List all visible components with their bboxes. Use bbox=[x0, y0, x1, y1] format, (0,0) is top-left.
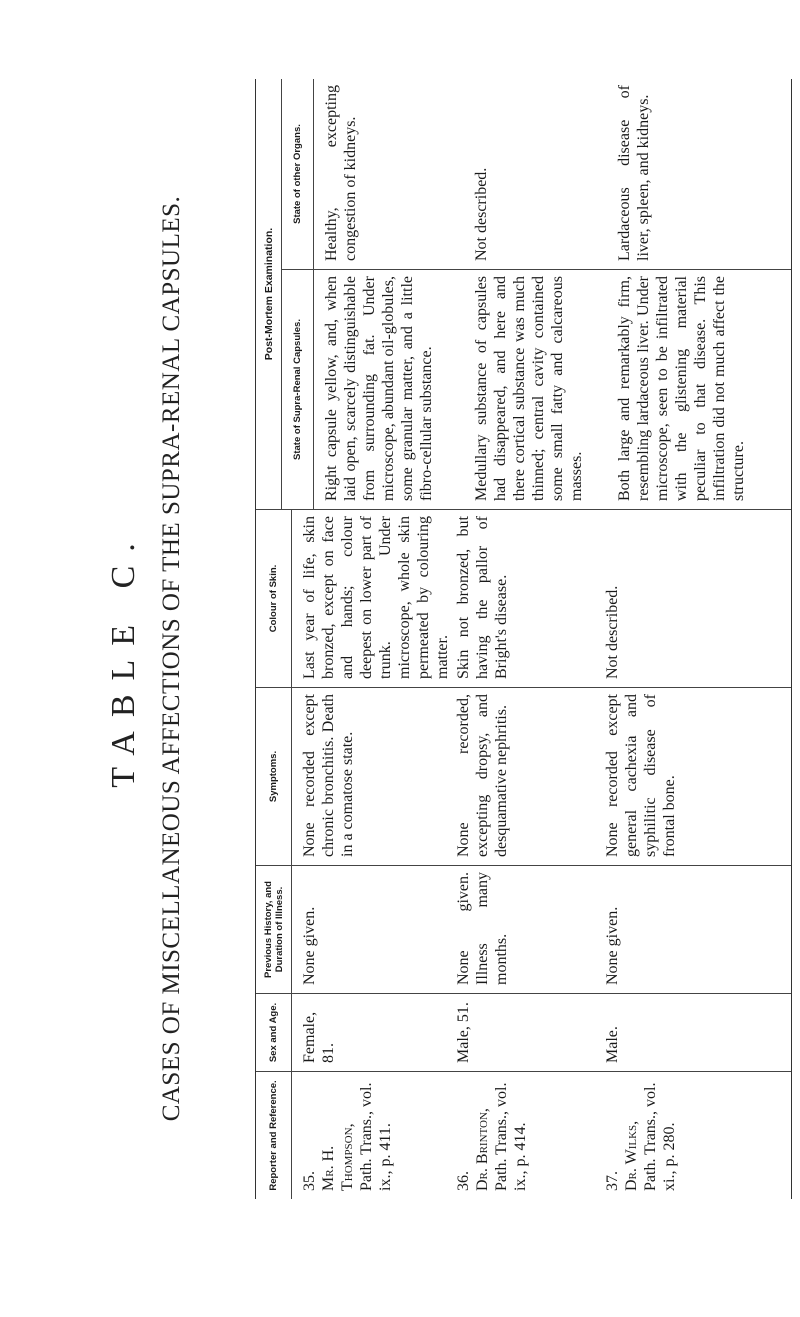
post-mortem-header: Post-Mortem Examination. bbox=[256, 79, 282, 509]
reporter-column bbox=[256, 1071, 791, 1199]
reporter-number: 35. bbox=[301, 1171, 318, 1191]
reporter-number: 37. bbox=[604, 1171, 621, 1191]
history-cell: None given. bbox=[301, 906, 318, 985]
symptoms-cell: None recorded except general cachexia and syphilitic disease of frontal bone. bbox=[604, 694, 678, 857]
sex-age-column bbox=[256, 993, 791, 1071]
symptoms-cell: None recorded, excepting dropsy, and desquamative nephritis. bbox=[455, 694, 510, 857]
skin-column bbox=[256, 509, 791, 687]
sex-age-cell: Male. bbox=[604, 1026, 621, 1063]
capsules-header: State of Supra-Renal Capsules. bbox=[282, 270, 314, 509]
other-organs-column bbox=[282, 79, 791, 269]
reporter-reference: Path. Trans., vol. xi., p. 280. bbox=[642, 1082, 678, 1191]
skin-header: Colour of Skin. bbox=[256, 510, 292, 687]
other-organs-cell: Healthy, excepting congestion of kidneys. bbox=[323, 85, 359, 261]
history-cell: None given. Illness many months. bbox=[455, 872, 510, 985]
cases-table bbox=[255, 79, 792, 1199]
symptoms-cell: None recorded except chronic bronchitis. Death in a comatose state. bbox=[301, 694, 356, 857]
sex-age-cell: Female, 81. bbox=[301, 1011, 337, 1063]
post-mortem-group bbox=[256, 79, 791, 509]
sex-age-header: Sex and Age. bbox=[256, 994, 292, 1071]
history-header: Previous History, and Duration of Illness. bbox=[256, 866, 292, 993]
reporter-name: Dr. Brinton, bbox=[474, 1108, 491, 1191]
reporter-reference: Path. Trans., vol. ix., p. 411. bbox=[358, 1082, 394, 1191]
skin-cell: Skin not bronzed, but having the pallor of Bright's disease. bbox=[455, 516, 510, 679]
capsules-cell: Right capsule yellow, and, when laid open, scarcely distinguishable from surrounding fat. Under microscope, abundant oil-globules, some granular matter, and a little fibro-cellular substance. bbox=[323, 276, 435, 501]
reporter-name: Dr. Wilks, bbox=[623, 1120, 640, 1191]
capsules-cell: Both large and remarkably firm, resembling lardaceous liver. Under microscope, seen to be infiltrated with the glistening material peculiar to that disease. This infiltration did not much affect the structure. bbox=[616, 276, 747, 501]
reporter-header: Reporter and Reference. bbox=[256, 1072, 292, 1199]
history-column bbox=[256, 865, 791, 993]
reporter-cell bbox=[603, 1078, 679, 1191]
reporter-number: 36. bbox=[455, 1171, 472, 1191]
table-subtitle: CASES OF MISCELLANEOUS AFFECTIONS OF THE SUPRA-RENAL CAPSULES. bbox=[158, 195, 185, 1122]
reporter-cell bbox=[300, 1078, 395, 1191]
capsules-cell: Medullary substance of capsules had disappeared, and here and there cortical substance was much thinned; central cavity contained some small fatty and calcareous masses. bbox=[473, 276, 585, 501]
reporter-name: Mr. H. Thompson, bbox=[320, 1123, 356, 1191]
reporter-cell bbox=[454, 1078, 530, 1191]
skin-cell: Not described. bbox=[604, 585, 621, 679]
symptoms-column bbox=[256, 687, 791, 865]
capsules-column bbox=[282, 269, 791, 509]
symptoms-header: Symptoms. bbox=[256, 688, 292, 865]
history-cell: None given. bbox=[604, 906, 621, 985]
table-title: TABLE C. bbox=[105, 529, 142, 788]
skin-cell: Last year of life, skin bronzed, except on face and hands; colour deepest on lower part of trunk. Under microscope, whole skin permeated by colouring matter. bbox=[301, 516, 451, 679]
other-organs-cell: Lardaceous disease of liver, spleen, and kidneys. bbox=[616, 85, 652, 261]
other-organs-header: State of other Organs. bbox=[282, 79, 314, 269]
reporter-reference: Path. Trans., vol. ix., p. 414. bbox=[493, 1082, 529, 1191]
other-organs-cell: Not described. bbox=[473, 167, 490, 261]
sex-age-cell: Male, 51. bbox=[455, 1002, 472, 1063]
